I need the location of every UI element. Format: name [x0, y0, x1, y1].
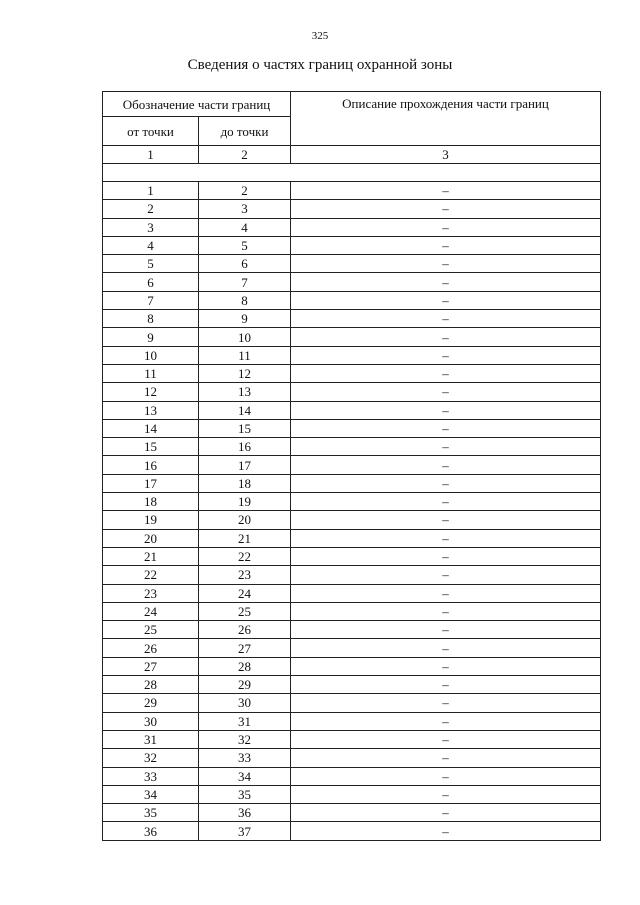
table-row: [103, 602, 601, 620]
table-row: [103, 566, 601, 584]
description-cell: –: [291, 346, 601, 364]
from-point-cell: 9: [103, 328, 199, 346]
table-row: [103, 364, 601, 382]
from-point-cell: 31: [103, 730, 199, 748]
description-cell: –: [291, 511, 601, 529]
to-point-cell: 30: [199, 694, 291, 712]
from-point-cell: 12: [103, 383, 199, 401]
from-point-cell: 8: [103, 310, 199, 328]
description-cell: –: [291, 676, 601, 694]
table-row: [103, 584, 601, 602]
description-cell: –: [291, 273, 601, 291]
table-row: [103, 328, 601, 346]
blank-cell: [103, 164, 601, 182]
to-point-cell: 33: [199, 749, 291, 767]
index-cell-3: 3: [291, 146, 601, 164]
table-row: [103, 346, 601, 364]
from-point-cell: 19: [103, 511, 199, 529]
to-point-cell: 24: [199, 584, 291, 602]
from-point-cell: 36: [103, 822, 199, 840]
from-point-cell: 5: [103, 255, 199, 273]
to-point-cell: 12: [199, 364, 291, 382]
to-point-cell: 20: [199, 511, 291, 529]
description-cell: –: [291, 456, 601, 474]
to-point-cell: 34: [199, 767, 291, 785]
to-point-cell: 11: [199, 346, 291, 364]
description-cell: –: [291, 804, 601, 822]
header-description: Описание прохождения части границ: [291, 92, 601, 146]
table-row: [103, 822, 601, 840]
from-point-cell: 25: [103, 621, 199, 639]
table-row: [103, 291, 601, 309]
description-cell: –: [291, 621, 601, 639]
to-point-cell: 31: [199, 712, 291, 730]
description-cell: –: [291, 694, 601, 712]
from-point-cell: 29: [103, 694, 199, 712]
from-point-cell: 15: [103, 438, 199, 456]
from-point-cell: 11: [103, 364, 199, 382]
description-cell: –: [291, 785, 601, 803]
to-point-cell: 29: [199, 676, 291, 694]
table-row: [103, 438, 601, 456]
description-cell: –: [291, 255, 601, 273]
to-point-cell: 2: [199, 182, 291, 200]
to-point-cell: 14: [199, 401, 291, 419]
to-point-cell: 5: [199, 236, 291, 254]
from-point-cell: 33: [103, 767, 199, 785]
index-cell-1: 1: [103, 146, 199, 164]
to-point-cell: 7: [199, 273, 291, 291]
table-row: [103, 419, 601, 437]
table-row: [103, 657, 601, 675]
to-point-cell: 17: [199, 456, 291, 474]
description-cell: –: [291, 438, 601, 456]
table-row: [103, 218, 601, 236]
description-cell: –: [291, 749, 601, 767]
from-point-cell: 3: [103, 218, 199, 236]
from-point-cell: 27: [103, 657, 199, 675]
from-point-cell: 34: [103, 785, 199, 803]
description-cell: –: [291, 822, 601, 840]
to-point-cell: 27: [199, 639, 291, 657]
table-row: [103, 474, 601, 492]
description-cell: –: [291, 767, 601, 785]
header-from-point: от точки: [103, 117, 199, 146]
description-cell: –: [291, 236, 601, 254]
description-cell: –: [291, 566, 601, 584]
to-point-cell: 3: [199, 200, 291, 218]
from-point-cell: 22: [103, 566, 199, 584]
description-cell: –: [291, 291, 601, 309]
description-cell: –: [291, 584, 601, 602]
to-point-cell: 15: [199, 419, 291, 437]
from-point-cell: 7: [103, 291, 199, 309]
table-row: [103, 730, 601, 748]
to-point-cell: 22: [199, 547, 291, 565]
table-row: [103, 236, 601, 254]
to-point-cell: 8: [199, 291, 291, 309]
table-row: [103, 547, 601, 565]
table-body: [103, 182, 601, 841]
from-point-cell: 6: [103, 273, 199, 291]
from-point-cell: 28: [103, 676, 199, 694]
from-point-cell: 16: [103, 456, 199, 474]
description-cell: –: [291, 474, 601, 492]
from-point-cell: 32: [103, 749, 199, 767]
table-row: [103, 493, 601, 511]
to-point-cell: 26: [199, 621, 291, 639]
to-point-cell: 6: [199, 255, 291, 273]
description-cell: –: [291, 712, 601, 730]
table-row: [103, 182, 601, 200]
to-point-cell: 4: [199, 218, 291, 236]
header-to-point: до точки: [199, 117, 291, 146]
from-point-cell: 10: [103, 346, 199, 364]
from-point-cell: 17: [103, 474, 199, 492]
from-point-cell: 14: [103, 419, 199, 437]
from-point-cell: 23: [103, 584, 199, 602]
table-row: [103, 639, 601, 657]
description-cell: –: [291, 310, 601, 328]
from-point-cell: 26: [103, 639, 199, 657]
to-point-cell: 18: [199, 474, 291, 492]
to-point-cell: 25: [199, 602, 291, 620]
to-point-cell: 28: [199, 657, 291, 675]
description-cell: –: [291, 602, 601, 620]
from-point-cell: 4: [103, 236, 199, 254]
from-point-cell: 1: [103, 182, 199, 200]
to-point-cell: 13: [199, 383, 291, 401]
document-title: Сведения о частях границ охранной зоны: [187, 57, 453, 73]
table-row: [103, 676, 601, 694]
blank-separator-row: [103, 164, 601, 182]
to-point-cell: 36: [199, 804, 291, 822]
to-point-cell: 35: [199, 785, 291, 803]
to-point-cell: 19: [199, 493, 291, 511]
to-point-cell: 23: [199, 566, 291, 584]
to-point-cell: 16: [199, 438, 291, 456]
from-point-cell: 13: [103, 401, 199, 419]
table-row: [103, 694, 601, 712]
to-point-cell: 21: [199, 529, 291, 547]
table-row: [103, 529, 601, 547]
index-cell-2: 2: [199, 146, 291, 164]
from-point-cell: 21: [103, 547, 199, 565]
description-cell: –: [291, 218, 601, 236]
table-row: [103, 621, 601, 639]
description-cell: –: [291, 493, 601, 511]
table-row: [103, 804, 601, 822]
description-cell: –: [291, 383, 601, 401]
table-row: [103, 310, 601, 328]
table-row: [103, 200, 601, 218]
to-point-cell: 9: [199, 310, 291, 328]
description-cell: –: [291, 529, 601, 547]
from-point-cell: 2: [103, 200, 199, 218]
table-row: [103, 456, 601, 474]
table-row: [103, 712, 601, 730]
page-number: 325: [311, 30, 329, 42]
table-row: [103, 383, 601, 401]
description-cell: –: [291, 200, 601, 218]
table-row: [103, 273, 601, 291]
table-row: [103, 767, 601, 785]
from-point-cell: 20: [103, 529, 199, 547]
to-point-cell: 37: [199, 822, 291, 840]
description-cell: –: [291, 547, 601, 565]
table-row: [103, 785, 601, 803]
description-cell: –: [291, 657, 601, 675]
to-point-cell: 10: [199, 328, 291, 346]
from-point-cell: 35: [103, 804, 199, 822]
description-cell: –: [291, 182, 601, 200]
from-point-cell: 30: [103, 712, 199, 730]
description-cell: –: [291, 364, 601, 382]
table-row: [103, 749, 601, 767]
description-cell: –: [291, 639, 601, 657]
description-cell: –: [291, 328, 601, 346]
description-cell: –: [291, 730, 601, 748]
from-point-cell: 24: [103, 602, 199, 620]
table-row: [103, 511, 601, 529]
table-row: [103, 401, 601, 419]
table-row: [103, 255, 601, 273]
description-cell: –: [291, 401, 601, 419]
header-designation: Обозначение части границ: [103, 92, 291, 117]
from-point-cell: 18: [103, 493, 199, 511]
description-cell: –: [291, 419, 601, 437]
boundary-parts-table: [102, 91, 601, 841]
to-point-cell: 32: [199, 730, 291, 748]
